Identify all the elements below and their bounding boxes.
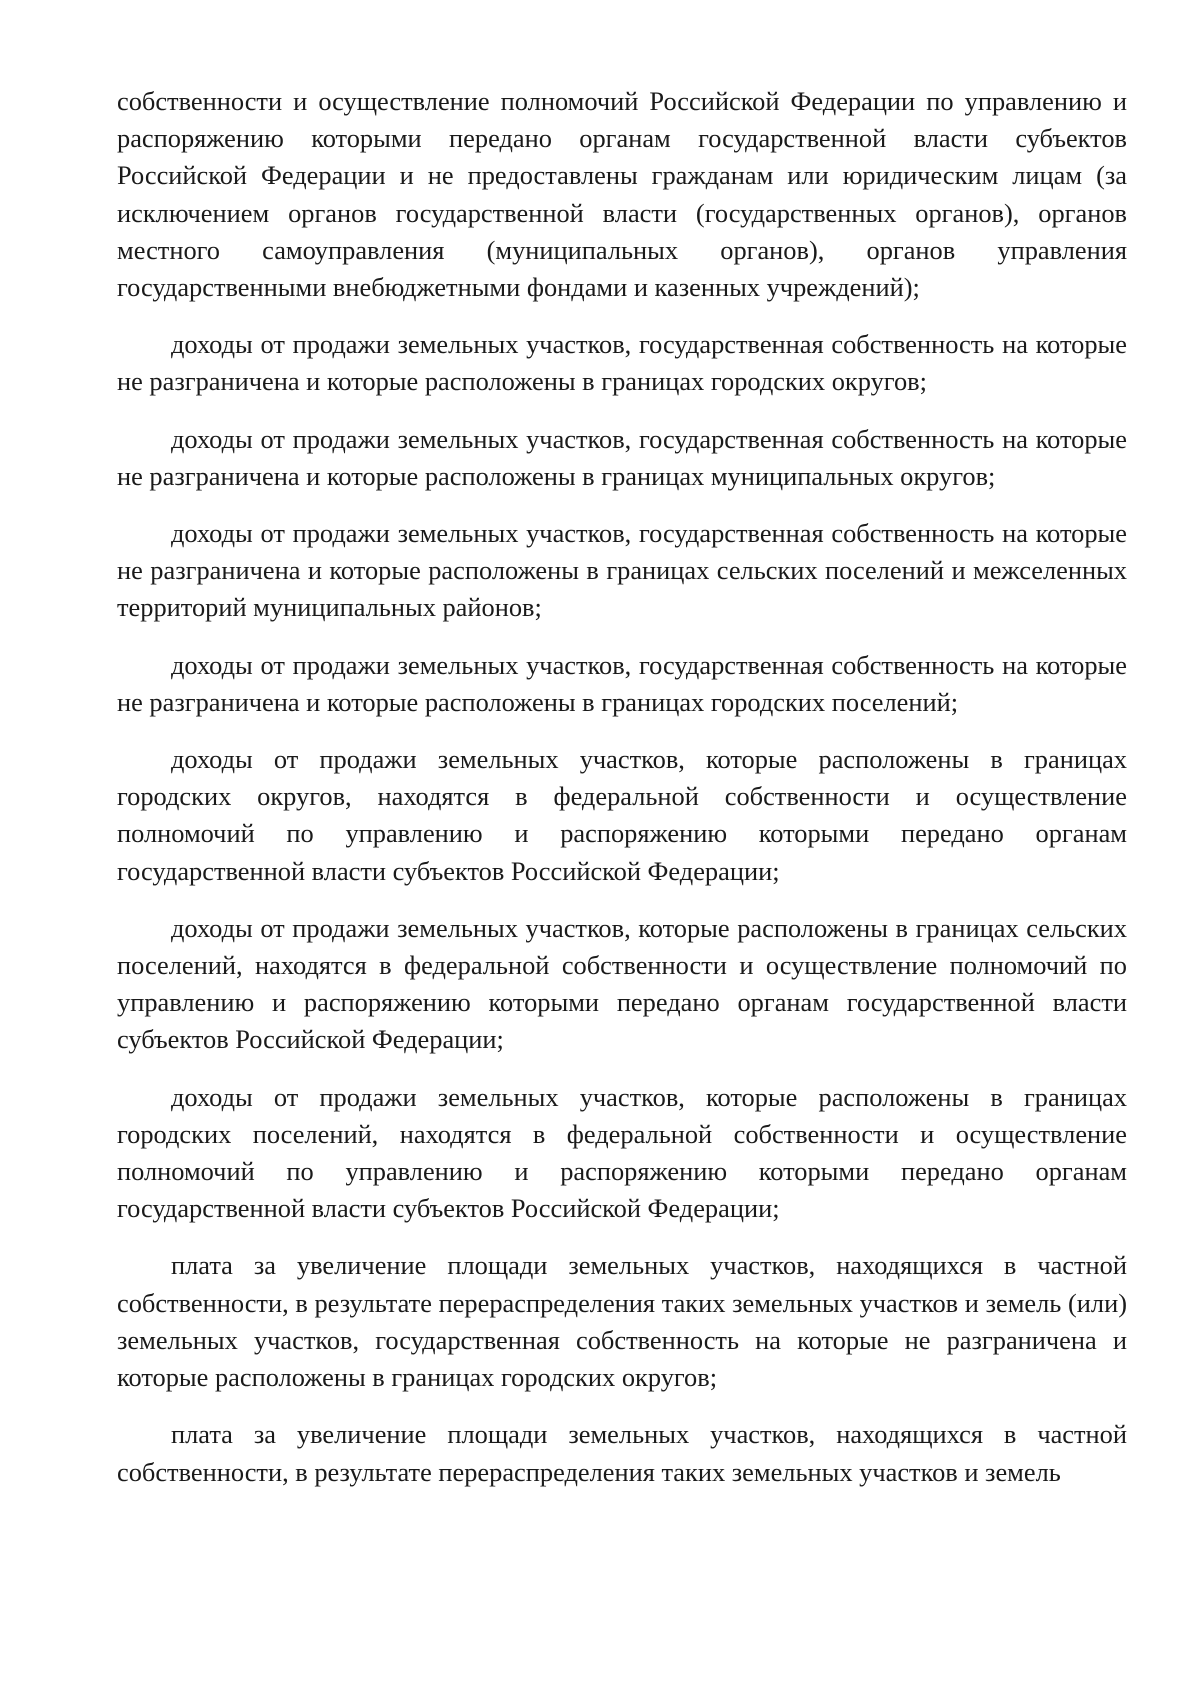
- document-body: [117, 83, 1127, 1491]
- paragraph-federal-urban-districts: доходы от продажи земельных участков, которые расположены в границах городских округов, находятся в федеральной собственности и осуществление полномочий по управлению и распоряжению которыми передано органам государственной власти субъектов Российской Федерации;: [117, 744, 1127, 886]
- paragraph-redistribution-fee-urban-districts: плата за увеличение площади земельных участков, находящихся в частной собственности, в результате перераспределения таких земельных участков и земель (или) земельных участков, государственная собственность на которые не разграничена и которые расположены в границах городских округов;: [117, 1250, 1127, 1393]
- paragraph-urban-settlements: доходы от продажи земельных участков, государственная собственность на которые не разграничена и которые расположены в границах городских поселений;: [117, 649, 1127, 717]
- paragraph-continuation: собственности и осуществление полномочий Российской Федерации по управлению и распоряжению которыми передано органам государственной власти субъектов Российской Федерации и не предоставлены гражданам или юридическим лицам (за исключением органов государственной власти (государственных органов), органов местного самоуправления (муниципальных органов), органов управления государственными внебюджетными фондами и казенных учреждений);: [117, 86, 1127, 303]
- paragraph-federal-urban-settlements: доходы от продажи земельных участков, которые расположены в границах городских поселений, находятся в федеральной собственности и осуществление полномочий по управлению и распоряжению которыми передано органам государственной власти субъектов Российской Федерации;: [117, 1081, 1127, 1224]
- paragraph-redistribution-fee-continued: плата за увеличение площади земельных участков, находящихся в частной собственности, в результате перераспределения таких земельных участков и земель: [117, 1419, 1127, 1487]
- paragraph-rural-settlements: доходы от продажи земельных участков, государственная собственность на которые не разграничена и которые расположены в границах сельских поселений и межселенных территорий муниципальных районов;: [117, 518, 1127, 623]
- paragraph-federal-rural-settlements: доходы от продажи земельных участков, которые расположены в границах сельских поселений, находятся в федеральной собственности и осуществление полномочий по управлению и распоряжению которыми передано органам государственной власти субъектов Российской Федерации;: [117, 912, 1127, 1055]
- paragraph-municipal-districts: доходы от продажи земельных участков, государственная собственность на которые не разграничена и которые расположены в границах муниципальных округов;: [117, 423, 1127, 491]
- paragraph-urban-districts: доходы от продажи земельных участков, государственная собственность на которые не разграничена и которые расположены в границах городских округов;: [117, 329, 1127, 397]
